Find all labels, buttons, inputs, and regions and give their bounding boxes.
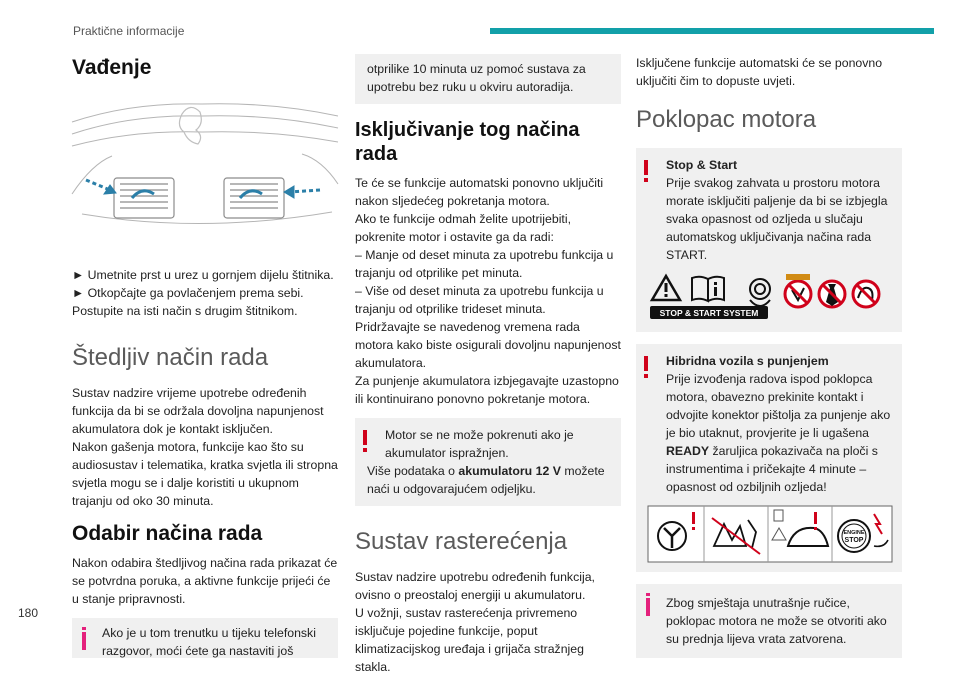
hybrid-pictograms [648, 506, 892, 562]
manual-book-icon [692, 277, 724, 301]
bumper-grille-illustration [72, 94, 338, 244]
no-touch-hand-icon [785, 274, 811, 307]
exit-mode-title: Isključivanje tog načina rada [355, 119, 580, 165]
removal-title: Vađenje [72, 56, 152, 79]
unload-system-title: Sustav rasterećenja [355, 528, 568, 555]
no-hair-icon [853, 281, 879, 307]
economy-mode-text: Sustav nadzire vrijeme upotrebe određenih funkcija da bi se održala dovoljna napunjenost akumulatora dok je kontakt isključen. [72, 386, 324, 436]
exit-mode-p1: Te će se funkcije automatski ponovno uključiti nakon sljedećeg pokretanja motora. [355, 176, 604, 208]
unload-system-p2: U vožnji, sustav rasterećenja privremeno isključuje pojedine funkcije, poput klimatizacijskog uređaja i grijača stražnjeg stakla. [355, 606, 584, 674]
grille-left [114, 178, 174, 218]
phone-call-note-text: Ako je u tom trenutku u tijeku telefonski razgovor, moći ćete ga nastaviti još [102, 626, 316, 658]
col3-intro: Isključene funkcije automatski će se ponovno uključiti čim to dopuste uvjeti. [636, 56, 883, 88]
stop-label: STOP [844, 537, 864, 544]
stop-start-text: Prije svakog zahvata u prostoru motora morate isključiti paljenje da bi se izbjegla svaka opasnost od ozljeda u slučaju automatskog uključivanja načina rada START. [666, 176, 888, 262]
page-number: 180 [18, 606, 39, 620]
hybrid-text: Prije izvođenja radova ispod poklopca motora, obavezno prekinite kontakt i odvojite konektor pištolja za punjenje ako je bio utaknut, provjerite je li ugašena READY žaruljica pokazivača na ploči s instrumentima i pričekajte 4 minute – opasnost od ozbiljnih ozljeda! [666, 372, 891, 494]
select-mode-title: Odabir načina rada [72, 522, 263, 545]
warning-icon [644, 356, 648, 371]
exit-mode-p5: Pridržavajte se navedenog vremena rada motora kako biste osigurali dovoljnu napunjenost akumulatora. [355, 320, 621, 370]
stop-start-system-label: STOP & START SYSTEM [659, 308, 759, 318]
phone-call-note [72, 618, 338, 658]
hybrid-title: Hibridna vozila s punjenjem [666, 354, 829, 368]
warning-icon [363, 430, 367, 445]
column-2 [355, 54, 621, 676]
stop-start-pictograms [648, 272, 892, 322]
header-accent-bar [490, 28, 934, 34]
economy-mode-title: Štedljiv način rada [72, 344, 269, 371]
stop-start-title: Stop & Start [666, 158, 738, 172]
removal-step-1: ► Umetnite prst u urez u gornjem dijelu štitnika. [72, 268, 334, 282]
bonnet-info-text: Zbog smještaja unutrašnje ručice, poklopac motora ne može se otvoriti ako su prednja lijeva vrata zatvorena. [666, 596, 887, 646]
info-icon [646, 598, 650, 616]
phone-call-note-continued-text: otprilike 10 minuta uz pomoć sustava za upotrebu bez ruku u okviru autoradija. [367, 62, 586, 94]
column-1 [72, 54, 338, 658]
battery-warning-text-1: Motor se ne može pokrenuti ako je akumulator ispražnjen. [385, 428, 574, 460]
removal-step-2: ► Otkopčajte ga povlačenjem prema sebi. [72, 286, 304, 300]
bonnet-title: Poklopac motora [636, 106, 817, 133]
phone-call-note-continued [355, 54, 621, 104]
fan-icon [750, 279, 770, 306]
economy-mode-text-2: Nakon gašenja motora, funkcije kao što su audiosustav i telematika, kratka svjetla ili stropna svjetla mogu se i dalje koristiti u ukupnom trajanju od oko 30 minuta. [72, 440, 338, 508]
no-tie-icon [819, 281, 845, 307]
exit-mode-p6: Za punjenje akumulatora izbjegavajte uzastopno ili kontinuirano ponovno pokretanje motora. [355, 374, 619, 406]
stop-start-warning [636, 148, 902, 332]
info-icon [82, 632, 86, 650]
peugeot-logo [179, 107, 201, 144]
warning-icon [644, 160, 648, 175]
exit-mode-p4: – Više od deset minuta za upotrebu funkcija u trajanju od otprilike trideset minuta. [355, 284, 604, 316]
section-header: Praktične informacije [73, 24, 185, 38]
removal-step-3: Postupite na isti način s drugim štitnikom. [72, 304, 298, 318]
battery-warning-note [355, 418, 621, 506]
hybrid-warning [636, 344, 902, 572]
battery-warning-text-2: Više podataka o akumulatoru 12 V možete naći u odgovarajućem odjeljku. [367, 464, 605, 496]
warning-triangle-icon [652, 276, 680, 300]
engine-label: ENGINE [843, 530, 865, 536]
exit-mode-p2: Ako te funkcije odmah želite upotrijebiti, pokrenite motor i ostavite ga da radi: [355, 212, 571, 244]
unload-system-p1: Sustav nadzire upotrebu određenih funkcija, ovisno o preostaloj energiji u akumulatoru. [355, 570, 595, 602]
bonnet-info-note [636, 584, 902, 658]
grille-right [224, 178, 284, 218]
exit-mode-p3: – Manje od deset minuta za upotrebu funkcija u trajanju od otprilike pet minuta. [355, 248, 614, 280]
select-mode-text: Nakon odabira štedljivog načina rada prikazat će se potvrdna poruka, a aktivne funkcije prijeći će u stanje pripravnosti. [72, 556, 338, 606]
column-3 [636, 54, 902, 658]
